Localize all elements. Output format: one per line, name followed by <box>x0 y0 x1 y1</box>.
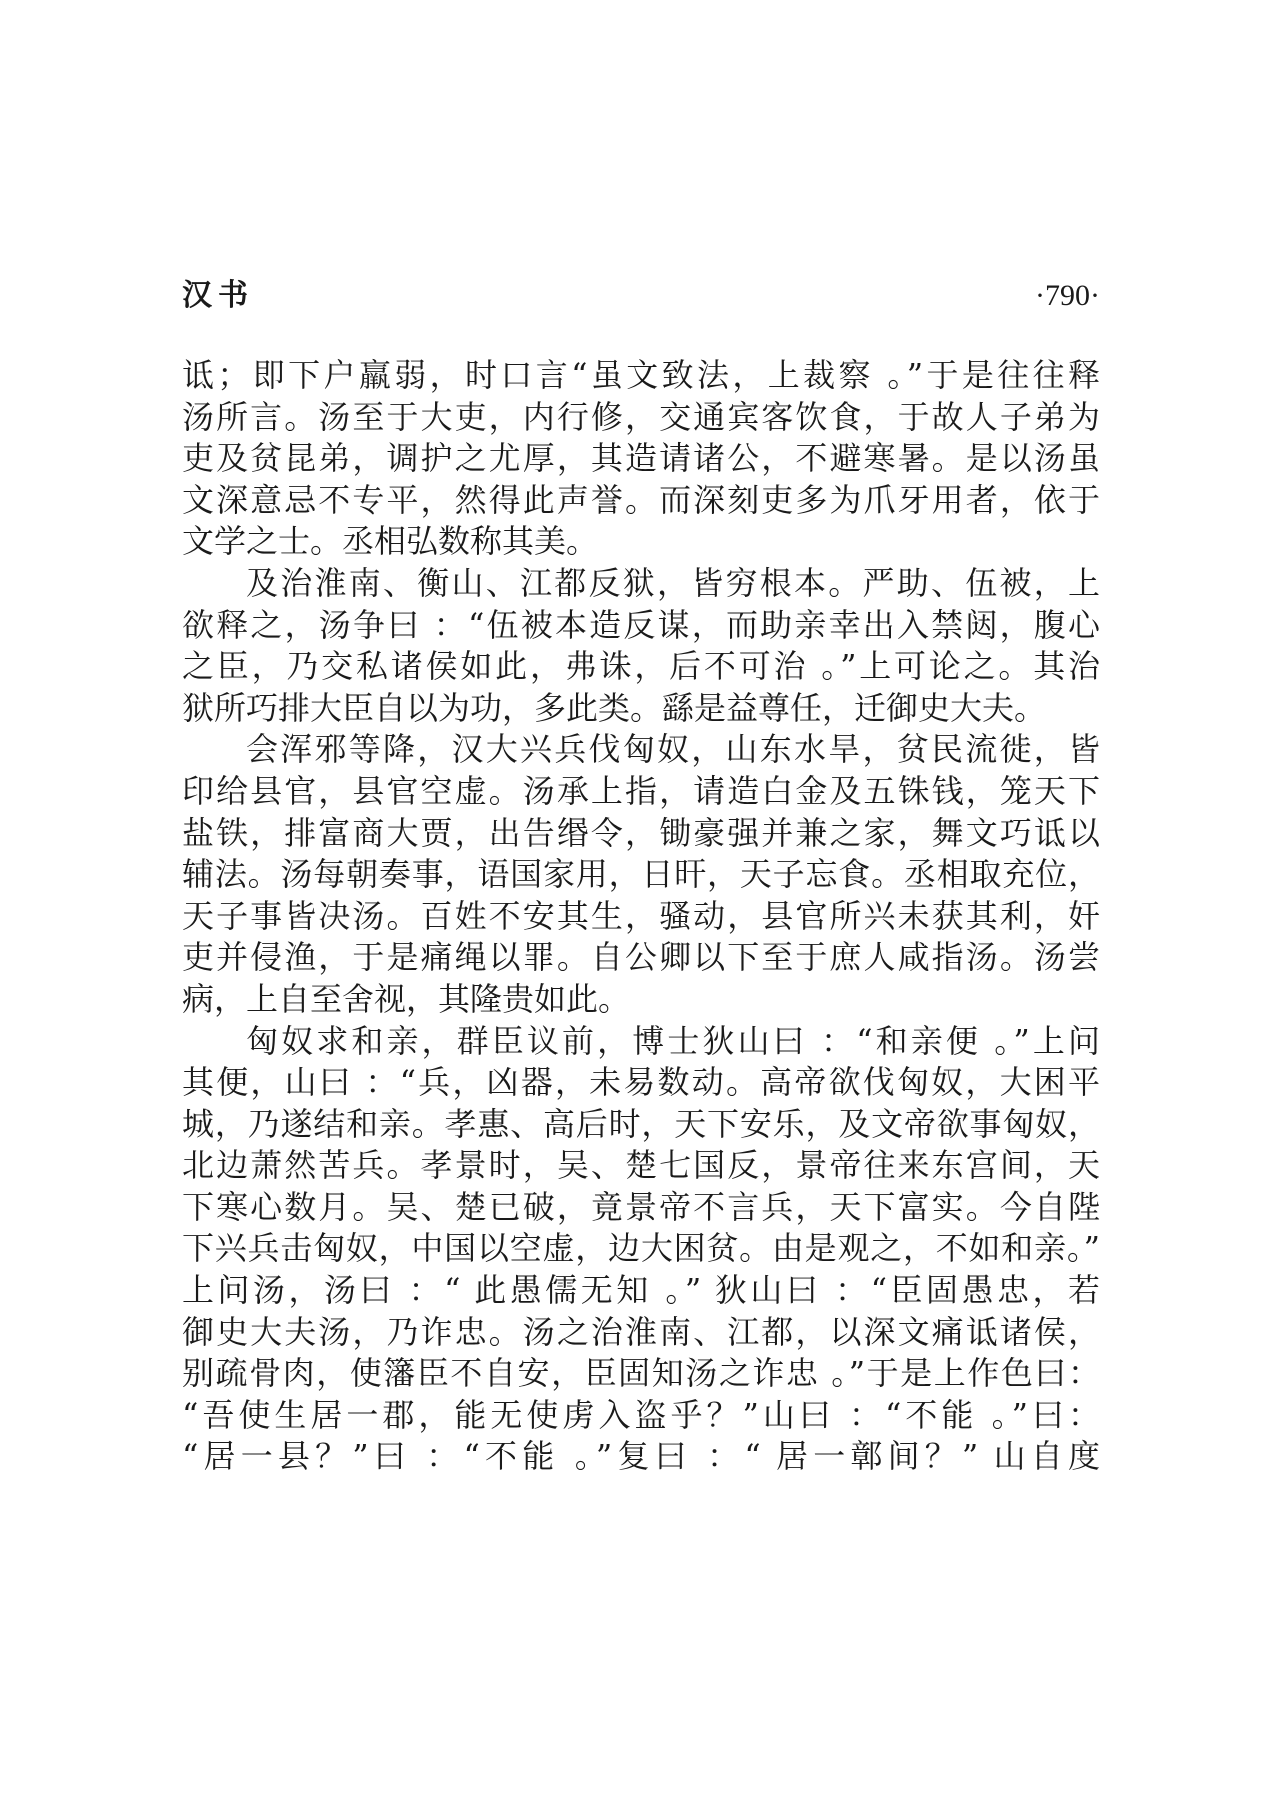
text-line: 上问汤，汤曰 ：“ 此愚儒无知 。” 狄山曰 ：“臣固愚忠，若 <box>182 1271 1100 1310</box>
text-line: 欲释之，汤争曰 ：“伍被本造反谋，而助亲幸出入禁闼，腹心 <box>182 605 1100 644</box>
body-text <box>182 355 1100 1478</box>
text-line: 天子事皆决汤。百姓不安其生，骚动，县官所兴未获其利，奸 <box>182 896 1100 935</box>
text-line: 别疏骨肉，使籓臣不自安，臣固知汤之诈忠 。”于是上作色曰： <box>182 1354 1100 1393</box>
text-line: 其便，山曰 ：“兵，凶器，未易数动。高帝欲伐匈奴，大困平 <box>182 1063 1100 1102</box>
text-line: 印给县官，县官空虚。汤承上指，请造白金及五铢钱，笼天下 <box>182 771 1100 810</box>
text-line: 及治淮南、衡山、江都反狱，皆穷根本。严助、伍被，上 <box>246 563 1100 602</box>
text-line: 城，乃遂结和亲。孝惠、高后时，天下安乐，及文帝欲事匈奴， <box>182 1104 1100 1143</box>
text-line: 诋；即下户羸弱，时口言“虽文致法，上裁察 。”于是往往释 <box>182 356 1100 394</box>
book-title: 汉书 <box>182 278 254 313</box>
text-line: 御史大夫汤，乃诈忠。汤之治淮南、江都，以深文痛诋诸侯， <box>182 1312 1100 1351</box>
page-header <box>182 272 1100 320</box>
text-line: 狱所巧排大臣自以为功，多此类。繇是益尊任，迁御史大夫。 <box>182 688 1047 727</box>
text-line: “居一县？”曰 ：“不能 。”复曰 ：“ 居一鄣间？” 山自度 <box>182 1437 1100 1476</box>
text-line: 辅法。汤每朝奏事，语国家用，日旰，天子忘食。丞相取充位， <box>182 855 1100 894</box>
text-line: 病，上自至舍视，其隆贵如此。 <box>182 979 631 1018</box>
text-line: “吾使生居一郡，能无使虏入盗乎？”山曰 ：“不能 。”曰： <box>182 1395 1100 1434</box>
text-line: 汤所言。汤至于大吏，内行修，交通宾客饮食，于故人子弟为 <box>182 397 1100 436</box>
text-line: 吏并侵渔，于是痛绳以罪。自公卿以下至于庶人咸指汤。汤尝 <box>182 938 1100 977</box>
text-line: 文深意忌不专平，然得此声誉。而深刻吏多为爪牙用者，依于 <box>182 480 1100 519</box>
text-line: 下寒心数月。吴、楚已破，竟景帝不言兵，天下富实。今自陛 <box>182 1187 1100 1226</box>
page-number: ·790· <box>1035 279 1100 312</box>
text-line: 盐铁，排富商大贾，出告缗令，锄豪强并兼之家，舞文巧诋以 <box>182 813 1100 852</box>
text-line: 北边萧然苦兵。孝景时，吴、楚七国反，景帝往来东宫间，天 <box>182 1146 1100 1185</box>
text-line: 会浑邪等降，汉大兴兵伐匈奴，山东水旱，贫民流徙，皆 <box>246 730 1100 769</box>
text-line: 吏及贫昆弟，调护之尤厚，其造请诸公，不避寒暑。是以汤虽 <box>182 439 1100 478</box>
text-line: 下兴兵击匈奴，中国以空虚，边大困贫。由是观之，不如和亲。” <box>182 1229 1100 1268</box>
text-line: 匈奴求和亲，群臣议前，博士狄山曰 ：“和亲便 。”上问 <box>246 1021 1100 1060</box>
text-line: 之臣，乃交私诸侯如此，弗诛，后不可治 。”上可论之。其治 <box>182 647 1100 686</box>
text-line: 文学之士。丞相弘数称其美。 <box>182 522 599 561</box>
